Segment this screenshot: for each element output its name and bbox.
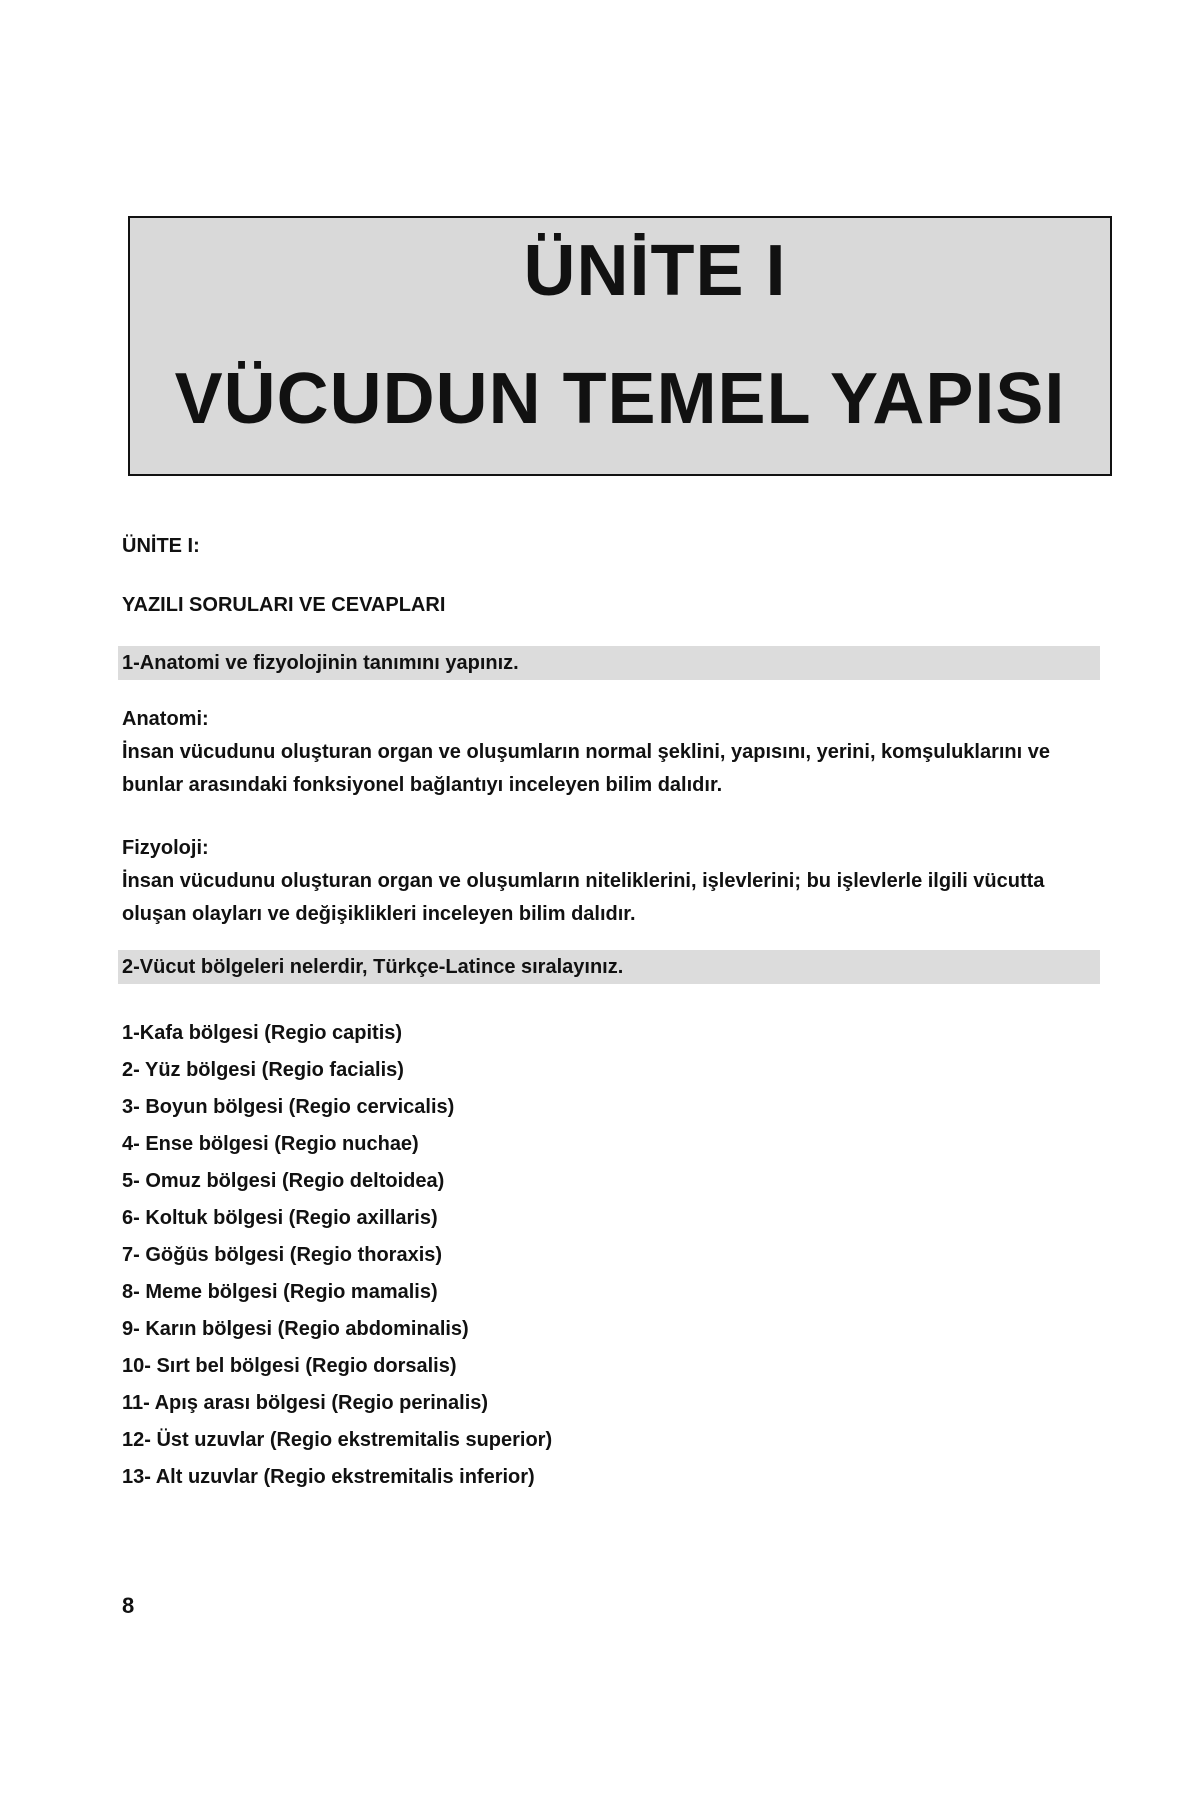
- physiology-label: Fizyoloji:: [122, 837, 209, 859]
- list-item: 4- Ense bölgesi (Regio nuchae): [122, 1133, 419, 1155]
- list-item: 5- Omuz bölgesi (Regio deltoidea): [122, 1170, 445, 1192]
- list-item: 13- Alt uzuvlar (Regio ekstremitalis inferior): [122, 1466, 535, 1488]
- question-2: 2-Vücut bölgeleri nelerdir, Türkçe-Latince sıralayınız.: [118, 950, 1100, 984]
- list-item: 3- Boyun bölgesi (Regio cervicalis): [122, 1096, 455, 1118]
- list-item: 8- Meme bölgesi (Regio mamalis): [122, 1281, 438, 1303]
- page-number: 8: [122, 1593, 135, 1618]
- list-item: 10- Sırt bel bölgesi (Regio dorsalis): [122, 1355, 457, 1377]
- physiology-text: İnsan vücudunu oluşturan organ ve oluşumların niteliklerini, işlevlerini; bu işlevlerle ilgili vücutta oluşan olayları ve değişiklikleri inceleyen bilim dalıdır.: [122, 870, 1045, 925]
- body-regions-list: [122, 1015, 552, 1496]
- unit-label: ÜNİTE I:: [122, 535, 200, 557]
- section-title: YAZILI SORULARI VE CEVAPLARI: [122, 594, 446, 616]
- physiology-definition: [122, 832, 1082, 931]
- unit-subtitle: VÜCUDUN TEMEL YAPISI: [174, 359, 1066, 439]
- list-item: 7- Göğüs bölgesi (Regio thoraxis): [122, 1244, 443, 1266]
- anatomy-text: İnsan vücudunu oluşturan organ ve oluşumların normal şeklini, yapısını, yerini, komşuluklarını ve bunlar arasındaki fonksiyonel bağlantıyı inceleyen bilim dalıdır.: [122, 741, 1051, 796]
- list-item: 9- Karın bölgesi (Regio abdominalis): [122, 1318, 469, 1340]
- anatomy-definition: [122, 703, 1082, 802]
- list-item: 6- Koltuk bölgesi (Regio axillaris): [122, 1207, 438, 1229]
- list-item: 11- Apış arası bölgesi (Regio perinalis): [122, 1392, 489, 1414]
- unit-title-box: [128, 216, 1112, 476]
- unit-title: ÜNİTE I: [523, 231, 787, 311]
- list-item: 2- Yüz bölgesi (Regio facialis): [122, 1059, 404, 1081]
- list-item: 1-Kafa bölgesi (Regio capitis): [122, 1022, 403, 1044]
- question-1: 1-Anatomi ve fizyolojinin tanımını yapınız.: [118, 646, 1100, 680]
- list-item: 12- Üst uzuvlar (Regio ekstremitalis superior): [122, 1429, 553, 1451]
- anatomy-label: Anatomi:: [122, 708, 209, 730]
